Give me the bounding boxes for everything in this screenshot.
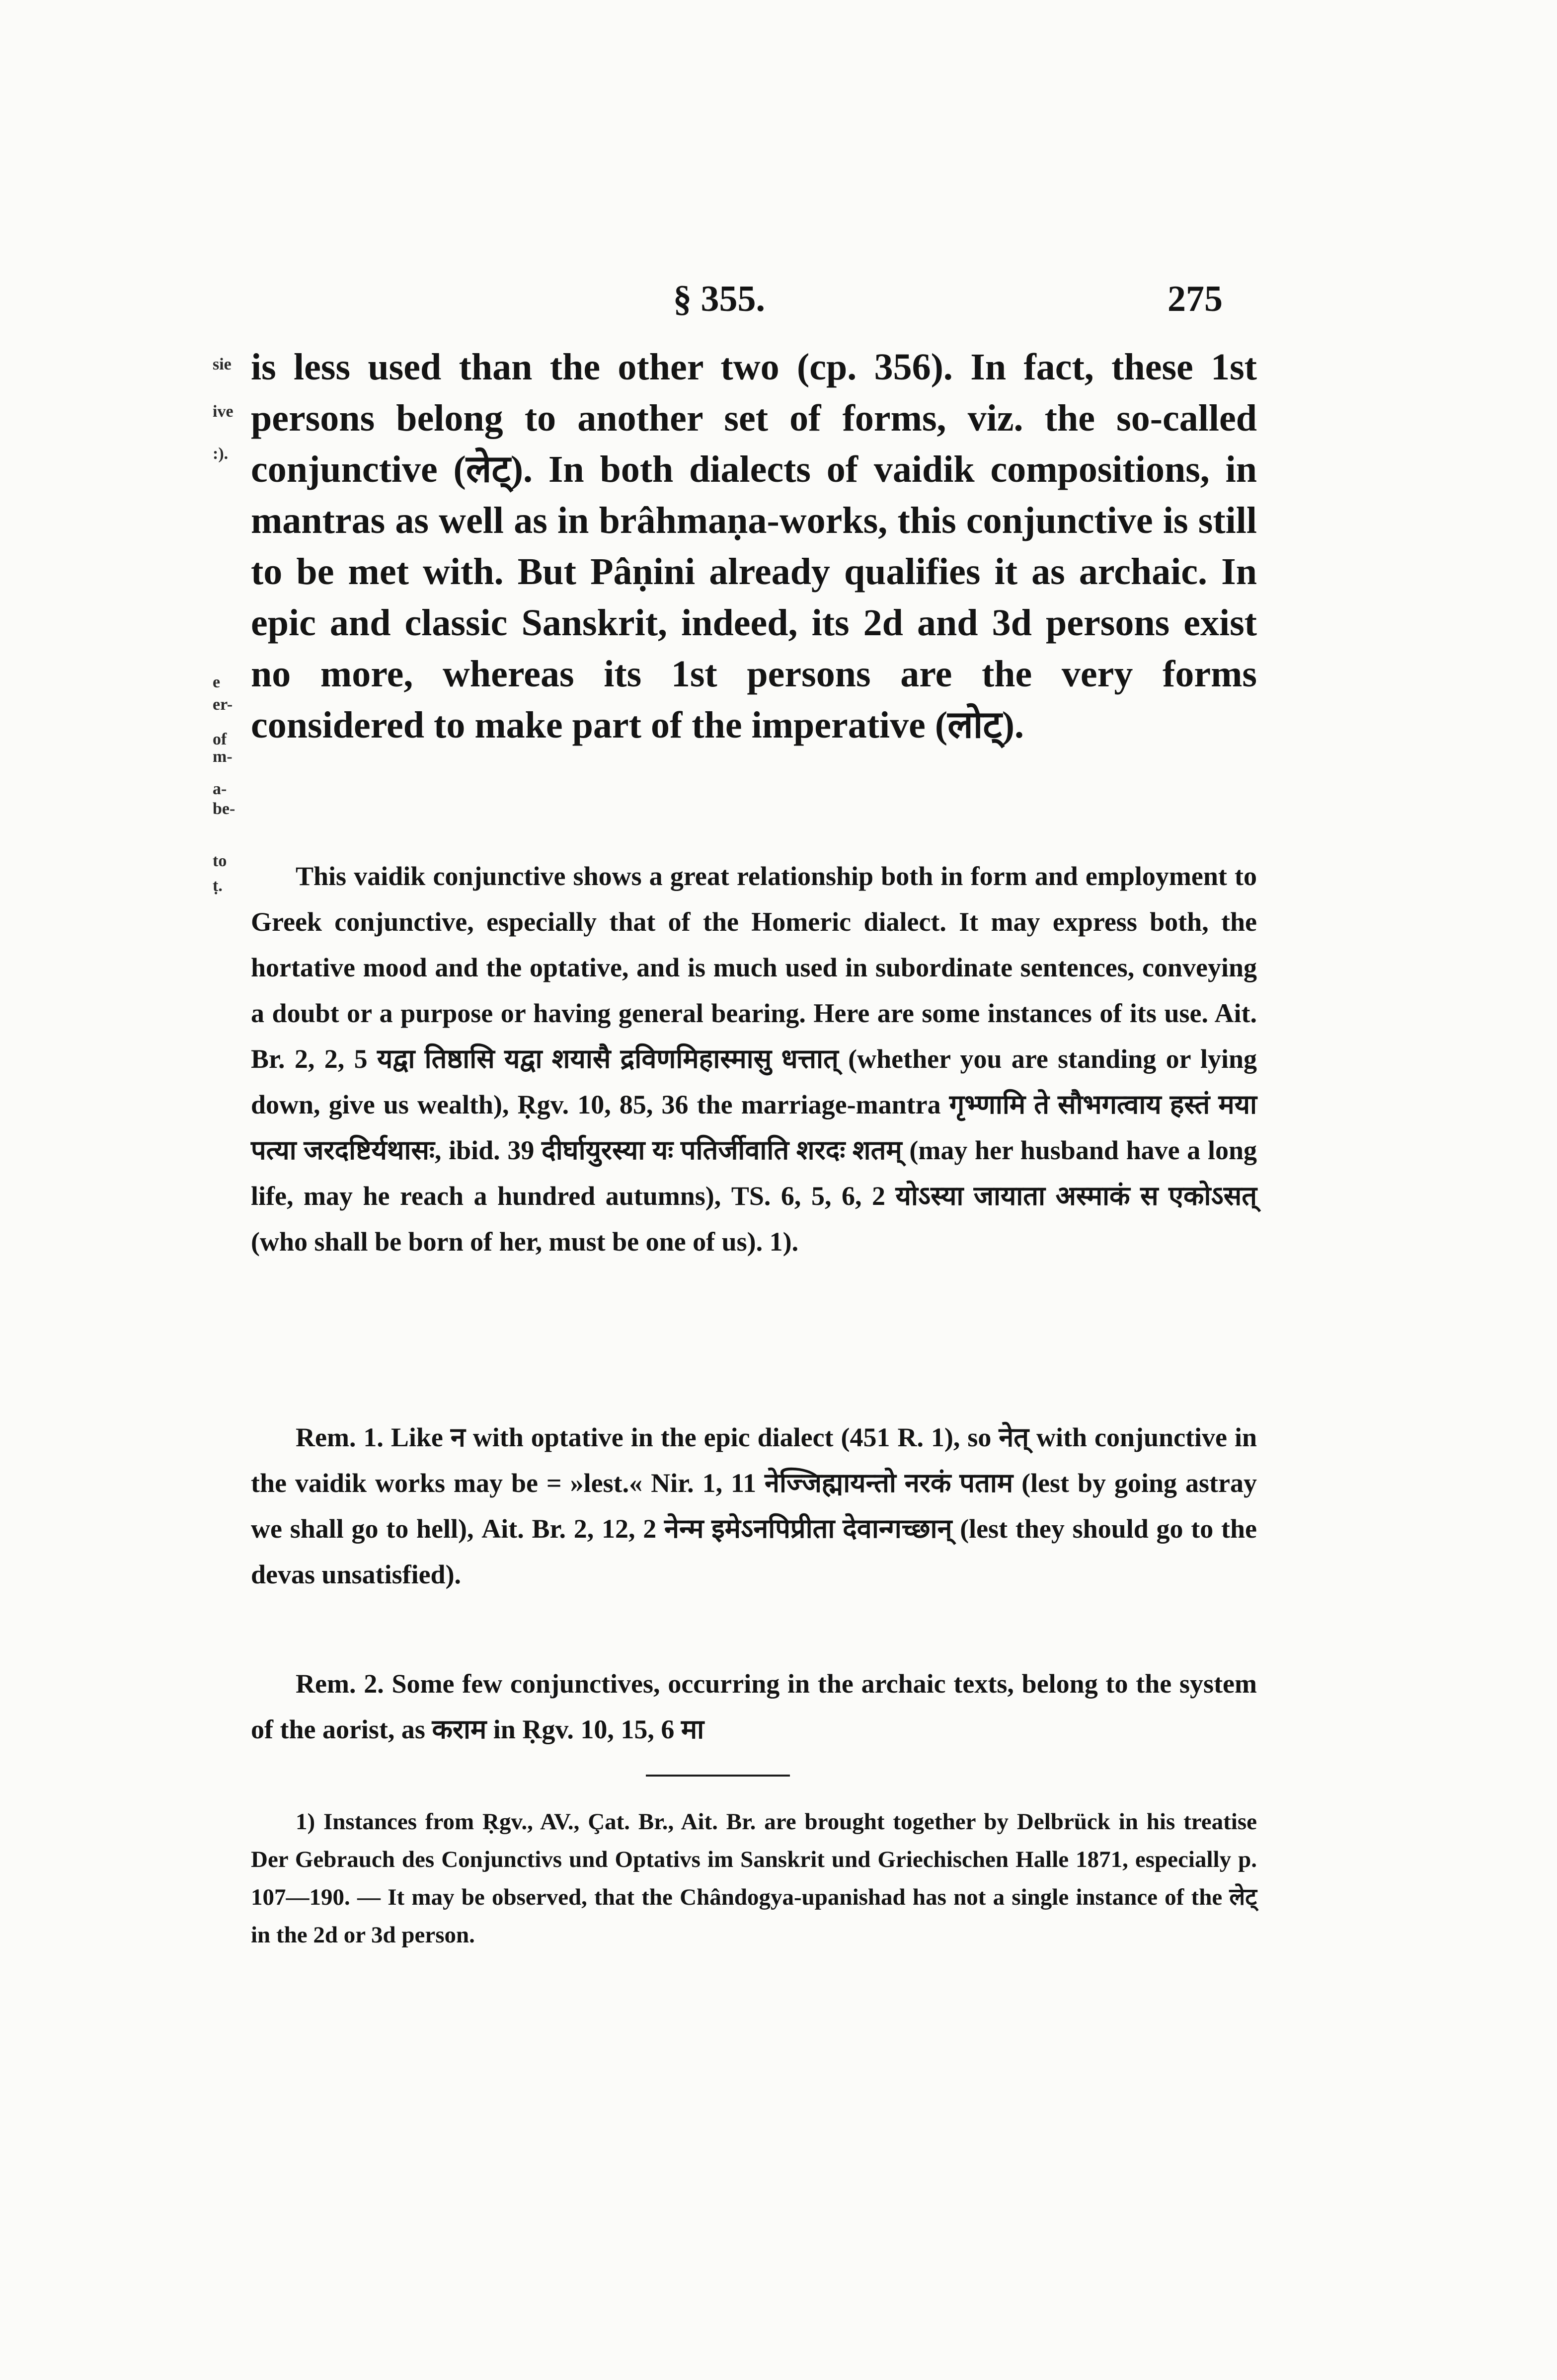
margin-note: a-: [213, 780, 227, 798]
margin-note: of: [213, 730, 227, 748]
section-number: § 355.: [673, 279, 765, 319]
margin-note: sie: [213, 355, 232, 373]
margin-note: :).: [213, 445, 229, 463]
margin-note: m-: [213, 747, 233, 766]
margin-note: be-: [213, 800, 235, 818]
remark-2: Rem. 2. Some few conjunctives, occurring in the archaic texts, belong to the system of the aorist, as कराम in Ṛgv. 10, 15, 6 मा: [251, 1669, 1257, 1744]
main-text: is less used than the other two (cp. 356). In fact, these 1st persons belong to another set of forms, viz. the so-called conjunctive (लेट्). In both dialects of vaidik compositions, in mantras as well as in brâhmaṇa-works, this conjunctive is still to be met with. But Pâṇini already qualifies it as archaic. In epic and classic Sanskrit, indeed, its 2d and 3d persons exist no more, whereas its 1st persons are the very forms considered to make part of the imperative (लोट्).: [251, 346, 1257, 746]
footnote-rule: [646, 1775, 790, 1777]
margin-note: ṭ.: [213, 877, 223, 895]
margin-note: ive: [213, 402, 234, 421]
running-head: [0, 278, 1557, 323]
margin-note: e: [213, 673, 221, 691]
margin-note: er-: [213, 695, 233, 714]
remark-1: Rem. 1. Like न with optative in the epic dialect (451 R. 1), so नेत् with conjunctive in the vaidik works may be = »lest.« Nir. 1, 11 नेज्जिह्मायन्तो नरकं पताम (lest by going astray we shall go to hell), Ait. Br. 2, 12, 2 नेन्म इमेऽनपिप्रीता देवान्गच्छान् (lest they should go to the devas unsatisfied).: [251, 1422, 1257, 1589]
footnote: 1) Instances from Ṛgv., AV., Çat. Br., Ait. Br. are brought together by Delbrück in his treatise Der Gebrauch des Conjunctivs und Optativs im Sanskrit und Griechischen Halle 1871, especially p. 107—190. — It may be observed, that the Chândogya-upanishad has not a single instance of the लेट् in the 2d or 3d person.: [251, 1809, 1257, 1948]
margin-note: to: [213, 852, 227, 870]
paragraph-conjunctive: This vaidik conjunctive shows a great relationship both in form and employment to Greek conjunctive, especially that of the Homeric dialect. It may express both, the hortative mood and the optative, and is much used in subordinate sentences, conveying a doubt or a purpose or having general bearing. Here are some instances of its use. Ait. Br. 2, 2, 5 यद्वा तिष्ठासि यद्वा शयासै द्रविणमिहास्मासु धत्तात् (whether you are standing or lying down, give us wealth), Ṛgv. 10, 85, 36 the marriage-mantra गृभ्णामि ते सौभगत्वाय हस्तं मया पत्या जरदष्टिर्यथासः, ibid. 39 दीर्घायुरस्या यः पतिर्जीवाति शरदः शतम् (may her husband have a long life, may he reach a hundred autumns), TS. 6, 5, 6, 2 योऽस्या जायाता अस्माकं स एकोऽसत् (who shall be born of her, must be one of us). 1).: [251, 861, 1257, 1257]
page-number: 275: [1168, 279, 1223, 319]
